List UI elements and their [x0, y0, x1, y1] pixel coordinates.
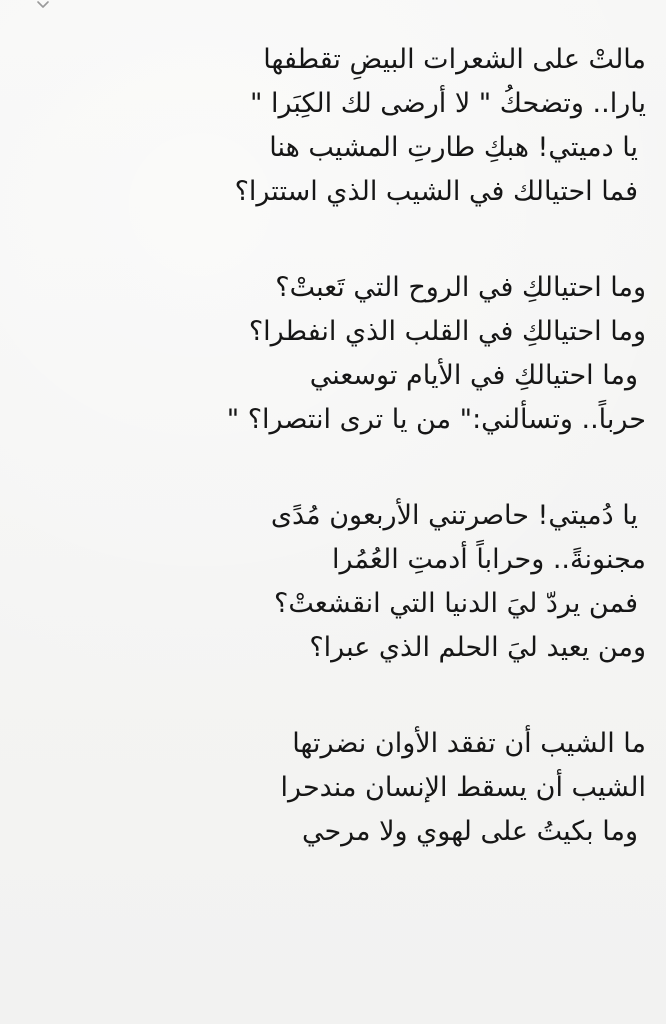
poem-line: حرباً.. وتسألني:" من يا ترى انتصرا؟ "	[226, 404, 646, 435]
poem-line: فما احتيالك في الشيب الذي استترا؟	[234, 176, 638, 207]
poem-line: وما احتيالكِ في الروح التي تَعبتْ؟	[275, 272, 646, 303]
poem-line: يا دُميتي! حاصرتني الأربعون مُدًى	[270, 500, 638, 531]
poem-line: يارا.. وتضحكُ " لا أرضى لك الكِبَرا "	[249, 88, 646, 119]
poem-line: ومن يعيد ليَ الحلم الذي عبرا؟	[309, 632, 646, 663]
chevron-down-icon	[36, 0, 50, 10]
poem-line: مالتْ على الشعرات البيضِ تقطفها	[263, 44, 646, 75]
stanza-3	[26, 494, 646, 670]
poem-line: يا دميتي! هبكِ طارتِ المشيب هنا	[269, 132, 638, 163]
poem-line: وما احتيالكِ في القلب الذي انفطرا؟	[248, 316, 646, 347]
stanza-1	[26, 38, 646, 214]
stanza-2	[26, 266, 646, 442]
poem-line: فمن يردّ ليَ الدنيا التي انقشعتْ؟	[274, 588, 638, 619]
poem-line: وما بكيتُ على لهوي ولا مرحي	[301, 816, 638, 847]
poem-line: مجنونةً.. وحراباً أدمتِ العُمُرا	[331, 544, 646, 575]
poem-line: ما الشيب أن تفقد الأوان نضرتها	[292, 728, 646, 759]
stanza-4	[26, 722, 646, 854]
poem-text	[26, 38, 646, 906]
poem-line: وما احتيالكِ في الأيام توسعني	[309, 360, 638, 391]
poem-line: الشيب أن يسقط الإنسان مندحرا	[280, 772, 646, 803]
